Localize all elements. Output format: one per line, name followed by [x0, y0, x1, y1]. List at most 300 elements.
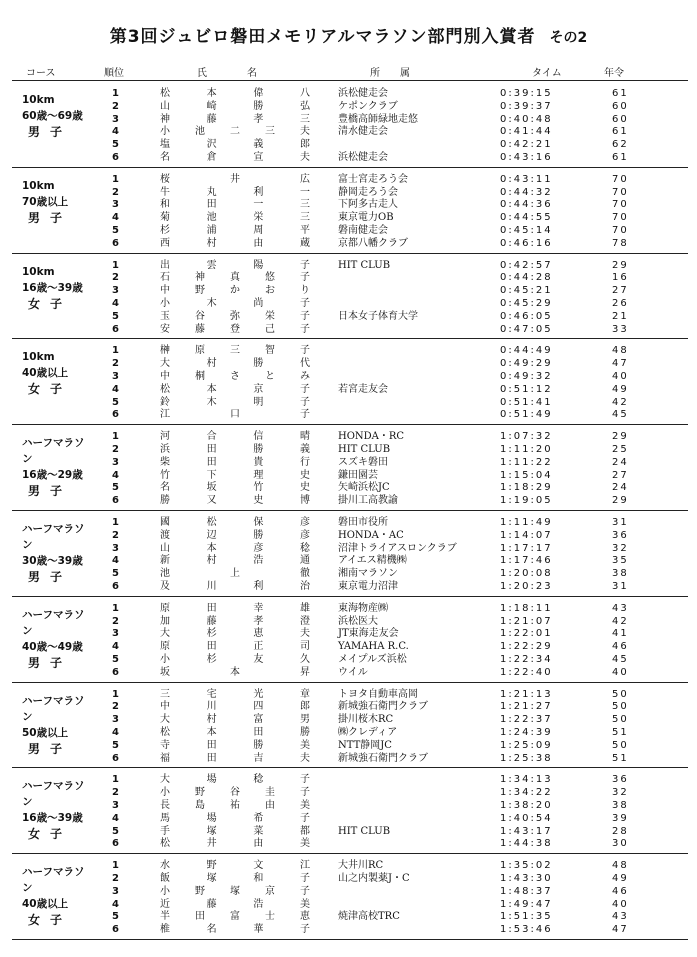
club-cell: トヨタ自動車高岡: [338, 688, 418, 700]
table-row: [12, 886, 688, 899]
time-cell: 0:46:16: [500, 237, 553, 249]
rank-cell: 4: [112, 555, 119, 567]
rank-cell: 1: [112, 602, 119, 614]
table-row: [12, 911, 688, 924]
club-cell: JT東海走友会: [338, 628, 399, 640]
age-cell: 46: [612, 641, 629, 653]
age-cell: 47: [612, 358, 629, 370]
course-line: ハーフマラソン: [22, 608, 85, 637]
rank-cell: 5: [112, 825, 119, 837]
name-cell: 飯塚和子: [160, 872, 310, 884]
result-group: [12, 425, 688, 509]
table-row: [12, 397, 688, 410]
time-cell: 0:49:29: [500, 358, 553, 370]
table-row: [12, 568, 688, 581]
rank-cell: 5: [112, 739, 119, 751]
name-cell: 加藤孝澄: [160, 615, 310, 627]
age-cell: 43: [612, 602, 629, 614]
name-cell: 小野塚京子: [160, 885, 310, 897]
name-cell: 竹下理史: [160, 469, 310, 481]
header-time: タイム: [532, 68, 562, 79]
result-rows: [12, 345, 688, 422]
time-cell: 1:17:17: [500, 542, 553, 554]
age-cell: 29: [612, 495, 629, 507]
course-line: ハーフマラソン: [22, 694, 85, 723]
header-course: コース: [26, 68, 56, 79]
rank-cell: 2: [112, 701, 119, 713]
name-cell: 名坂竹史: [160, 482, 310, 494]
rank-cell: 1: [112, 259, 119, 271]
club-cell: 東京電力OB: [338, 212, 394, 224]
name-cell: 安藤登己子: [160, 323, 310, 335]
course-line: 40歳～49歳: [22, 640, 83, 653]
result-group: [12, 854, 688, 938]
age-cell: 36: [612, 529, 629, 541]
table-row: [12, 371, 688, 384]
rank-cell: 1: [112, 173, 119, 185]
title-subtitle: その2: [549, 30, 588, 46]
name-cell: 三宅光章: [160, 688, 310, 700]
club-cell: 東京電力沼津: [338, 580, 398, 592]
header-age: 年令: [604, 68, 624, 79]
result-group: [12, 768, 688, 852]
age-cell: 48: [612, 345, 629, 357]
result-group: [12, 339, 688, 423]
time-cell: 0:42:57: [500, 259, 553, 271]
rank-cell: 2: [112, 358, 119, 370]
age-cell: 35: [612, 555, 629, 567]
name-cell: 河合信晴: [160, 431, 310, 443]
table-row: [12, 272, 688, 285]
time-cell: 1:25:38: [500, 752, 553, 764]
table-row: [12, 482, 688, 495]
age-cell: 49: [612, 383, 629, 395]
rank-cell: 2: [112, 529, 119, 541]
club-cell: スズキ磐田: [338, 456, 388, 468]
result-rows: [12, 260, 688, 337]
age-cell: 50: [612, 739, 629, 751]
time-cell: 1:22:34: [500, 653, 553, 665]
name-cell: 菊池栄三: [160, 212, 310, 224]
rank-cell: 2: [112, 100, 119, 112]
course-line: ハーフマラソン: [22, 780, 85, 809]
club-cell: 京都八幡クラブ: [338, 237, 408, 249]
name-cell: 鈴木明子: [160, 396, 310, 408]
name-cell: 出雲陽子: [160, 259, 310, 271]
time-cell: 1:21:27: [500, 701, 553, 713]
rank-cell: 6: [112, 666, 119, 678]
time-cell: 0:42:21: [500, 139, 553, 151]
name-cell: 石神真悠子: [160, 272, 310, 284]
rank-cell: 3: [112, 456, 119, 468]
table-row: [12, 88, 688, 101]
table-row: [12, 225, 688, 238]
club-cell: 掛川工高教諭: [338, 495, 398, 507]
table-row: [12, 873, 688, 886]
age-cell: 61: [612, 88, 629, 99]
club-cell: 若宮走友会: [338, 383, 388, 395]
rank-cell: 3: [112, 714, 119, 726]
table-row: [12, 409, 688, 422]
result-rows: [12, 860, 688, 937]
header-name: 氏 名: [197, 68, 257, 79]
rank-cell: 2: [112, 186, 119, 198]
time-cell: 1:43:17: [500, 825, 553, 837]
time-cell: 0:49:32: [500, 370, 553, 382]
header-club: 所 属: [370, 68, 410, 79]
time-cell: 1:40:54: [500, 812, 553, 824]
table-row: [12, 787, 688, 800]
age-cell: 50: [612, 701, 629, 713]
rank-cell: 4: [112, 383, 119, 395]
table-row: [12, 555, 688, 568]
table-row: [12, 114, 688, 127]
club-cell: ウイル: [338, 666, 368, 678]
result-rows: [12, 517, 688, 594]
age-cell: 70: [612, 199, 629, 211]
time-cell: 0:51:12: [500, 383, 553, 395]
name-cell: 福田吉夫: [160, 752, 310, 764]
time-cell: 1:17:46: [500, 555, 553, 567]
time-cell: 1:22:29: [500, 641, 553, 653]
age-cell: 40: [612, 898, 629, 910]
rank-cell: 1: [112, 688, 119, 700]
rank-cell: 5: [112, 568, 119, 580]
name-cell: 原田正司: [160, 641, 310, 653]
age-cell: 48: [612, 860, 629, 872]
name-cell: 長島祐由美: [160, 799, 310, 811]
name-cell: 山崎勝弘: [160, 100, 310, 112]
age-cell: 32: [612, 787, 629, 799]
rank-cell: 2: [112, 443, 119, 455]
course-line: 女子: [28, 913, 73, 928]
course-line: 16歳～29歳: [22, 469, 83, 482]
table-row: [12, 517, 688, 530]
course-line: ハーフマラソン: [22, 437, 85, 466]
time-cell: 1:21:07: [500, 615, 553, 627]
time-cell: 1:25:09: [500, 739, 553, 751]
age-cell: 29: [612, 431, 629, 443]
rank-cell: 5: [112, 396, 119, 408]
time-cell: 0:44:28: [500, 272, 553, 284]
time-cell: 1:20:08: [500, 568, 553, 580]
age-cell: 36: [612, 774, 629, 786]
club-cell: HIT CLUB: [338, 259, 391, 271]
rank-cell: 6: [112, 924, 119, 936]
table-row: [12, 324, 688, 337]
result-group: [12, 597, 688, 681]
course-line: ハーフマラソン: [22, 523, 85, 551]
name-cell: 新村浩通: [160, 555, 310, 567]
name-cell: 池上徹: [160, 568, 310, 580]
name-cell: 松本田勝: [160, 726, 310, 738]
table-row: [12, 714, 688, 727]
rank-cell: 5: [112, 139, 119, 151]
name-cell: 名倉宣夫: [160, 151, 310, 163]
time-cell: 1:21:13: [500, 688, 553, 700]
result-group: [12, 168, 688, 252]
age-cell: 31: [612, 517, 629, 528]
table-row: [12, 285, 688, 298]
name-cell: 馬場希子: [160, 812, 310, 824]
table-row: [12, 753, 688, 766]
rank-cell: 5: [112, 224, 119, 236]
time-cell: 1:35:02: [500, 860, 553, 872]
rank-cell: 6: [112, 752, 119, 764]
rank-cell: 2: [112, 872, 119, 884]
rank-cell: 4: [112, 726, 119, 738]
club-cell: 浜松医大: [338, 615, 378, 627]
age-cell: 42: [612, 615, 629, 627]
table-row: [12, 701, 688, 714]
age-cell: 24: [612, 482, 629, 494]
time-cell: 0:45:14: [500, 224, 553, 236]
table-row: [12, 543, 688, 556]
table-row: [12, 126, 688, 139]
age-cell: 61: [612, 126, 629, 138]
table-row: [12, 530, 688, 543]
club-cell: 日本女子体育大学: [338, 310, 418, 322]
course-line: 10km: [22, 265, 55, 278]
course-line: 女子: [28, 296, 73, 311]
time-cell: 0:39:15: [500, 88, 553, 99]
name-cell: 杉浦周平: [160, 224, 310, 236]
course-line: 男子: [28, 125, 73, 139]
course-line: 10km: [22, 179, 55, 192]
age-cell: 41: [612, 628, 629, 640]
time-cell: 1:18:29: [500, 482, 553, 494]
time-cell: 0:41:44: [500, 126, 553, 138]
name-cell: 近藤浩美: [160, 898, 310, 910]
club-cell: アイエス精機㈱: [338, 555, 407, 567]
time-cell: 0:44:36: [500, 199, 553, 211]
rank-cell: 2: [112, 787, 119, 799]
table-row: [12, 800, 688, 813]
name-cell: 山本彦稔: [160, 542, 310, 554]
name-cell: 桜井広: [160, 173, 310, 185]
title-text: 第3回ジュビロ磐田メモリアルマラソン部門別入賞者: [109, 27, 536, 47]
time-cell: 1:38:20: [500, 799, 553, 811]
course-line: 60歳～69歳: [22, 110, 83, 122]
age-cell: 70: [612, 212, 629, 224]
age-cell: 38: [612, 799, 629, 811]
table-row: [12, 727, 688, 740]
table-row: [12, 628, 688, 641]
rank-cell: 3: [112, 885, 119, 897]
age-cell: 62: [612, 139, 629, 151]
table-row: [12, 174, 688, 187]
table-row: [12, 152, 688, 165]
age-cell: 25: [612, 443, 629, 455]
club-cell: 矢崎浜松JC: [338, 482, 390, 494]
name-cell: 松井由美: [160, 838, 310, 850]
name-cell: 中野かおり: [160, 285, 310, 297]
table-row: [12, 924, 688, 937]
age-cell: 42: [612, 396, 629, 408]
time-cell: 1:44:38: [500, 838, 553, 850]
time-cell: 1:20:23: [500, 580, 553, 592]
age-cell: 60: [612, 113, 629, 125]
table-row: [12, 139, 688, 152]
table-row: [12, 654, 688, 667]
course-line: 男子: [28, 570, 73, 584]
name-cell: 小杉友久: [160, 653, 310, 665]
club-cell: 鎌田園芸: [338, 469, 378, 481]
table-row: [12, 431, 688, 444]
result-group: [12, 82, 688, 166]
rank-cell: 5: [112, 310, 119, 322]
club-cell: 沼津トライアスロンクラブ: [338, 542, 457, 554]
club-cell: 新城強石衛門クラブ: [338, 701, 428, 713]
rank-cell: 4: [112, 126, 119, 138]
rank-cell: 6: [112, 580, 119, 592]
rank-cell: 3: [112, 628, 119, 640]
rank-cell: 6: [112, 409, 119, 421]
table-row: [12, 384, 688, 397]
name-cell: 勝又史博: [160, 495, 310, 507]
course-line: 16歳～39歳: [22, 281, 83, 294]
table-row: [12, 899, 688, 912]
club-cell: 下阿多古走人: [338, 199, 398, 211]
age-cell: 51: [612, 752, 629, 764]
rank-cell: 3: [112, 370, 119, 382]
time-cell: 1:24:39: [500, 726, 553, 738]
age-cell: 43: [612, 911, 629, 923]
name-cell: 榊原三智子: [160, 345, 310, 357]
rank-cell: 3: [112, 799, 119, 811]
table-row: [12, 238, 688, 251]
rank-cell: 1: [112, 431, 119, 443]
table-row: [12, 826, 688, 839]
time-cell: 0:45:21: [500, 285, 553, 297]
rank-cell: 5: [112, 911, 119, 923]
result-group: [12, 254, 688, 338]
course-line: 40歳以上: [22, 367, 69, 380]
club-cell: 磐南健走会: [338, 224, 388, 236]
age-cell: 38: [612, 568, 629, 580]
time-cell: 1:34:22: [500, 787, 553, 799]
table-row: [12, 457, 688, 470]
rank-cell: 6: [112, 237, 119, 249]
name-cell: 浜田勝義: [160, 443, 310, 455]
course-line: 男子: [28, 210, 73, 225]
table-row: [12, 667, 688, 680]
time-cell: 1:22:40: [500, 666, 553, 678]
table-row: [12, 199, 688, 212]
header-divider: [12, 80, 688, 81]
club-cell: YAMAHA R.C.: [338, 641, 409, 653]
club-cell: ㈱クレディア: [338, 726, 398, 738]
rank-cell: 4: [112, 469, 119, 481]
table-row: [12, 345, 688, 358]
age-cell: 31: [612, 580, 629, 592]
table-row: [12, 774, 688, 787]
result-rows: [12, 174, 688, 251]
club-cell: NTT静岡JC: [338, 739, 392, 751]
time-cell: 1:19:05: [500, 495, 553, 507]
age-cell: 33: [612, 323, 629, 335]
club-cell: 焼津高校TRC: [338, 911, 400, 923]
course-line: 男子: [28, 655, 73, 670]
club-cell: 富士宮走ろう会: [338, 173, 408, 185]
time-cell: 1:14:07: [500, 529, 553, 541]
name-cell: 中川四郎: [160, 701, 310, 713]
course-line: 30歳～39歳: [22, 555, 83, 567]
club-cell: HONDA・RC: [338, 431, 405, 443]
age-cell: 50: [612, 688, 629, 700]
rank-cell: 3: [112, 199, 119, 211]
rank-cell: 5: [112, 482, 119, 494]
rank-cell: 4: [112, 898, 119, 910]
name-cell: 牛丸利一: [160, 186, 310, 198]
table-row: [12, 212, 688, 225]
age-cell: 46: [612, 885, 629, 897]
name-cell: 椎名華子: [160, 924, 310, 936]
age-cell: 29: [612, 259, 629, 271]
time-cell: 0:40:48: [500, 113, 553, 125]
result-group: [12, 511, 688, 595]
table-row: [12, 641, 688, 654]
time-cell: 1:34:13: [500, 774, 553, 786]
course-line: 男子: [28, 484, 73, 499]
name-cell: 柴田貴行: [160, 456, 310, 468]
table-row: [12, 444, 688, 457]
club-cell: HIT CLUB: [338, 825, 391, 837]
table-row: [12, 813, 688, 826]
rank-cell: 1: [112, 860, 119, 872]
name-cell: 半田富士恵: [160, 911, 310, 923]
name-cell: 中桐さとみ: [160, 370, 310, 382]
result-rows: [12, 88, 688, 165]
club-cell: 東海物産㈱: [338, 602, 388, 614]
table-row: [12, 470, 688, 483]
course-line: 男子: [28, 741, 73, 756]
age-cell: 40: [612, 370, 629, 382]
name-cell: 松本京子: [160, 383, 310, 395]
time-cell: 1:43:30: [500, 872, 553, 884]
name-cell: 及川利治: [160, 580, 310, 592]
age-cell: 24: [612, 456, 629, 468]
name-cell: 小池二三夫: [160, 126, 310, 138]
time-cell: 1:07:32: [500, 431, 553, 443]
rank-cell: 3: [112, 542, 119, 554]
name-cell: 松本偉八: [160, 88, 310, 99]
time-cell: 0:44:32: [500, 186, 553, 198]
name-cell: 大場稔子: [160, 774, 310, 786]
table-row: [12, 689, 688, 702]
table-row: [12, 581, 688, 594]
result-group: [12, 683, 688, 767]
name-cell: 原田幸雄: [160, 602, 310, 614]
age-cell: 26: [612, 297, 629, 309]
age-cell: 60: [612, 100, 629, 112]
table-row: [12, 187, 688, 200]
rank-cell: 6: [112, 151, 119, 163]
age-cell: 21: [612, 310, 629, 322]
result-rows: [12, 603, 688, 680]
name-cell: 小野谷圭子: [160, 787, 310, 799]
course-line: 70歳以上: [22, 195, 69, 208]
age-cell: 32: [612, 542, 629, 554]
age-cell: 78: [612, 237, 629, 249]
time-cell: 1:15:04: [500, 469, 553, 481]
name-cell: 玉谷弥栄子: [160, 310, 310, 322]
table-row: [12, 740, 688, 753]
club-cell: 静岡走ろう会: [338, 186, 398, 198]
name-cell: 西村由蔵: [160, 237, 310, 249]
name-cell: 坂本昇: [160, 666, 310, 678]
club-cell: 新城強石衛門クラブ: [338, 752, 428, 764]
